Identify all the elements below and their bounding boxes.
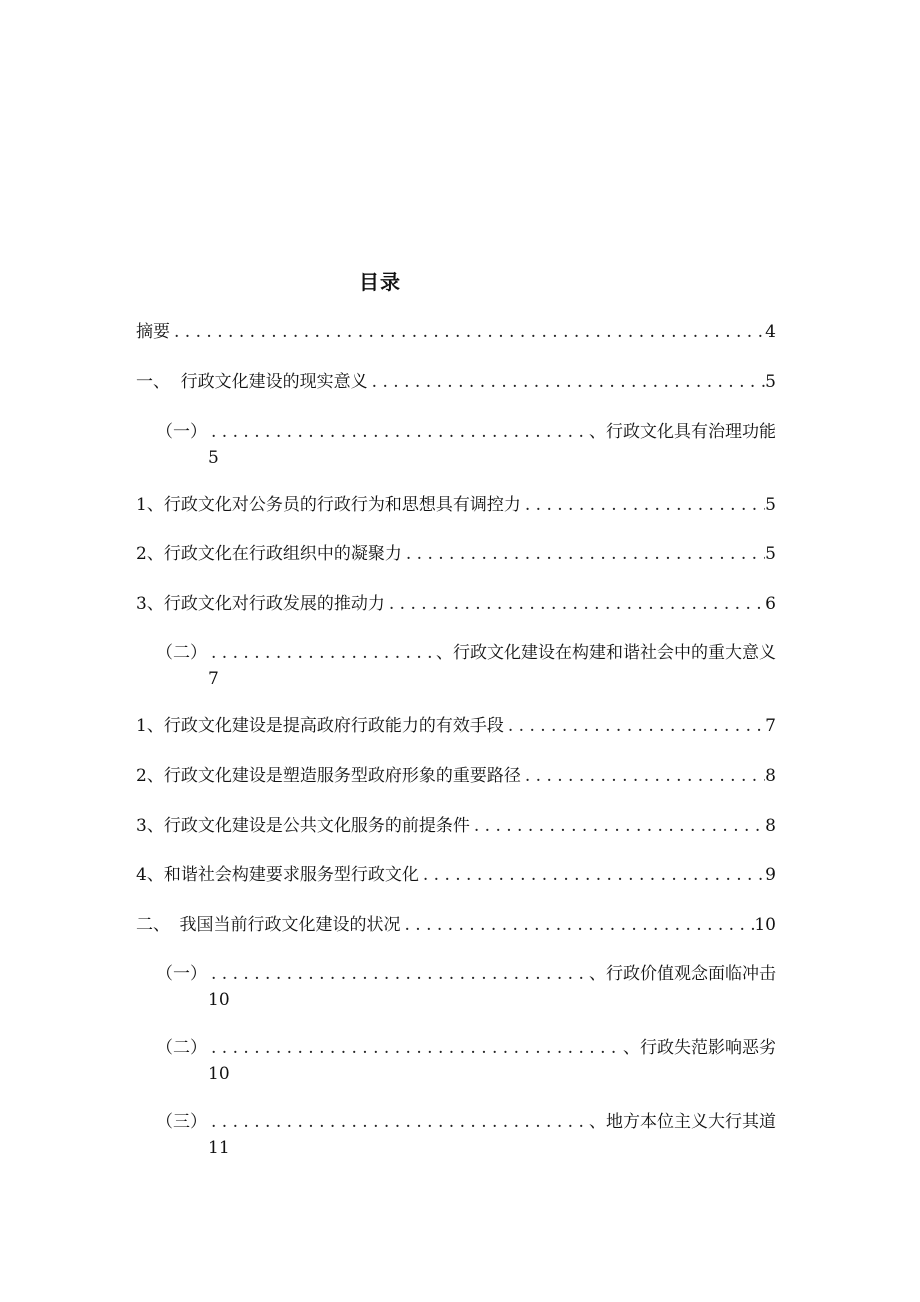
toc-entry-page: 8	[765, 816, 776, 836]
dot-leader	[207, 1110, 589, 1134]
dot-leader	[470, 814, 765, 838]
toc-entry-label: 2、行政文化建设是塑造服务型政府形象的重要路径	[136, 766, 521, 786]
toc-entry-label: 、行政文化建设在构建和谐社会中的重大意义	[436, 643, 776, 663]
toc-entry-item[interactable]	[136, 814, 776, 838]
dot-leader	[419, 863, 765, 887]
dot-leader	[207, 420, 589, 444]
dot-leader	[207, 1036, 623, 1060]
toc-entry-page: 6	[765, 594, 776, 614]
toc-entry-label: 2、行政文化在行政组织中的凝聚力	[136, 544, 402, 564]
toc-entry-label: 4、和谐社会构建要求服务型行政文化	[136, 865, 419, 885]
toc-entry-section-2-3[interactable]	[136, 1110, 776, 1160]
dot-leader	[521, 764, 765, 788]
dot-leader	[207, 641, 436, 665]
dot-leader	[368, 370, 766, 394]
dot-leader	[521, 493, 765, 517]
toc-entry-page: 10	[754, 915, 776, 935]
toc-entry-label: 1、行政文化建设是提高政府行政能力的有效手段	[136, 716, 504, 736]
dot-leader	[207, 962, 589, 986]
toc-entry-prefix: （二）	[156, 1038, 207, 1058]
toc-entry-page: 5	[765, 495, 776, 515]
toc-entry-chapter-1[interactable]	[136, 370, 776, 394]
toc-entry-label: 、行政价值观念面临冲击	[589, 964, 776, 984]
toc-entry-prefix: （一）	[156, 964, 207, 984]
toc-entry-page: 5	[765, 544, 776, 564]
dot-leader	[402, 542, 765, 566]
dot-leader	[170, 320, 765, 344]
dot-leader	[400, 913, 754, 937]
toc-entry-item[interactable]	[136, 493, 776, 517]
toc-entry-section-2-2[interactable]	[136, 1036, 776, 1086]
toc-entry-prefix: 二、	[136, 915, 170, 935]
toc-entry-label: 摘要	[136, 322, 170, 342]
toc-entry-page: 8	[765, 766, 776, 786]
toc-entry-page: 9	[765, 865, 776, 885]
toc-entry-prefix: （二）	[156, 643, 207, 663]
dot-leader	[504, 714, 765, 738]
toc-entry-item[interactable]	[136, 592, 776, 616]
toc-entry-page: 7	[765, 716, 776, 736]
toc-entry-item[interactable]	[136, 863, 776, 887]
toc-entry-label: 、行政文化具有治理功能	[589, 422, 776, 442]
toc-entry-page: 10	[208, 990, 230, 1010]
toc-entry-page: 11	[208, 1138, 230, 1158]
toc-entry-item[interactable]	[136, 764, 776, 788]
toc-entry-label: 行政文化建设的现实意义	[180, 372, 368, 392]
toc-entry-label: 3、行政文化对行政发展的推动力	[136, 594, 385, 614]
toc-entry-prefix: （一）	[156, 422, 207, 442]
dot-leader	[385, 592, 765, 616]
toc-entry-label: 1、行政文化对公务员的行政行为和思想具有调控力	[136, 495, 521, 515]
toc-entry-section-2-1[interactable]	[136, 962, 776, 1012]
toc-entry-page: 5	[208, 448, 219, 468]
toc-entry-prefix: （三）	[156, 1112, 207, 1132]
toc-entry-label: 3、行政文化建设是公共文化服务的前提条件	[136, 816, 470, 836]
toc-title: 目录	[359, 270, 401, 294]
toc-entry-item[interactable]	[136, 714, 776, 738]
toc-entry-chapter-2[interactable]	[136, 913, 776, 937]
toc-entry-abstract[interactable]	[136, 320, 776, 344]
toc-entry-section-1-2[interactable]	[136, 641, 776, 691]
toc-entry-page: 4	[765, 322, 776, 342]
toc-entry-section-1-1[interactable]	[136, 420, 776, 470]
toc-entry-label: 、地方本位主义大行其道	[589, 1112, 776, 1132]
toc-entry-prefix: 一、	[136, 372, 170, 392]
toc-entry-item[interactable]	[136, 542, 776, 566]
toc-entry-page: 5	[765, 372, 776, 392]
toc-entry-label: 、行政失范影响恶劣	[623, 1038, 776, 1058]
toc-entry-page: 7	[208, 669, 219, 689]
toc-entry-label: 我国当前行政文化建设的状况	[179, 915, 401, 935]
toc-entry-page: 10	[208, 1064, 230, 1084]
